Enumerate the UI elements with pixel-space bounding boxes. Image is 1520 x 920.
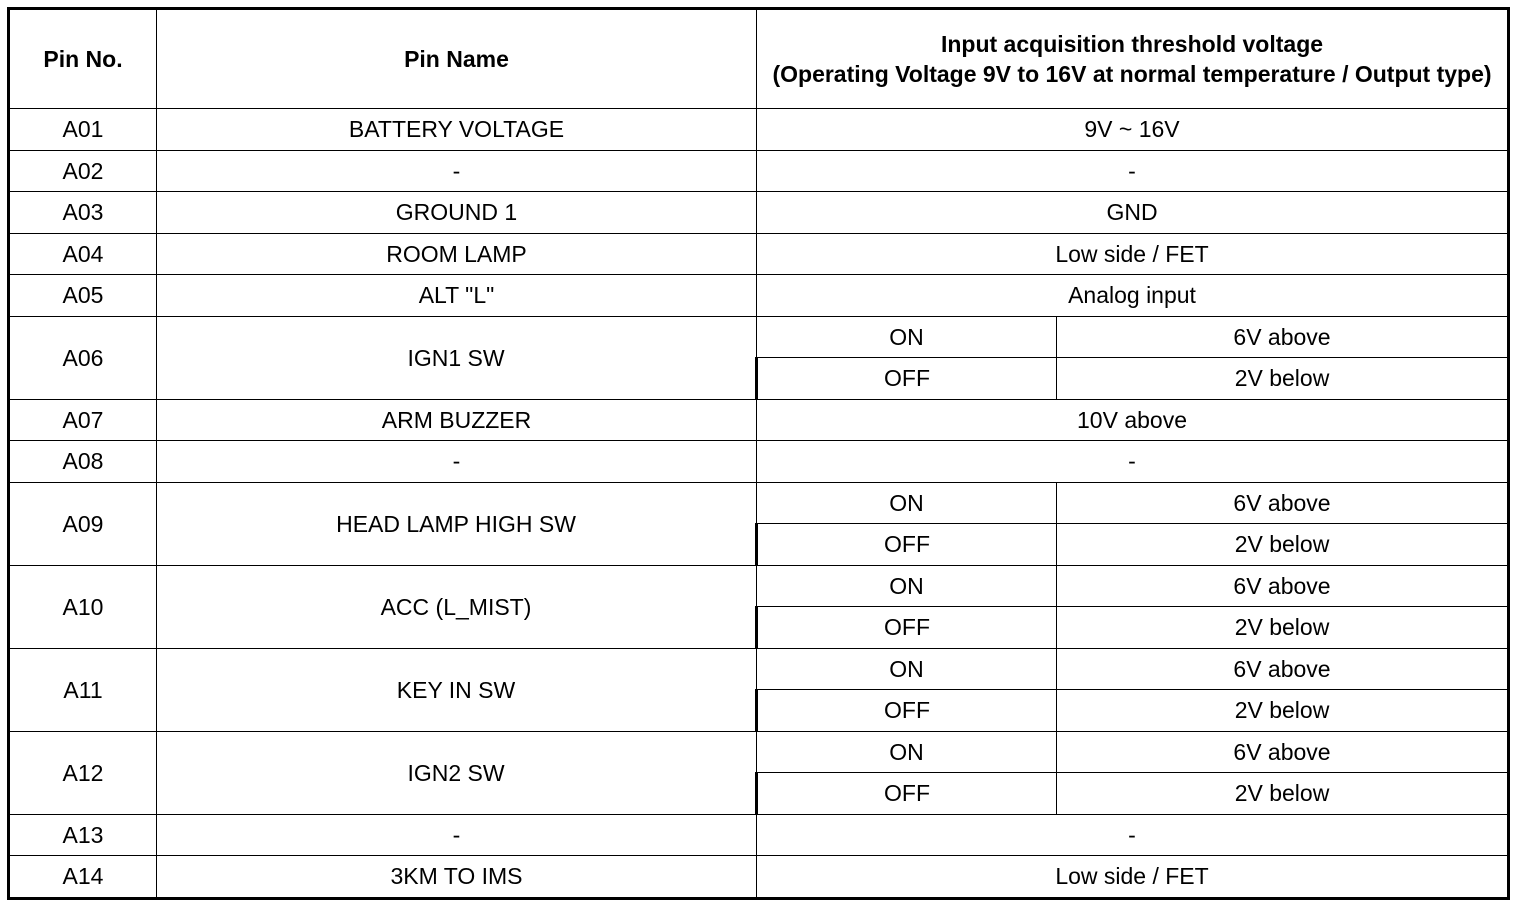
threshold-cell: - bbox=[757, 150, 1509, 192]
table-row bbox=[9, 275, 1509, 317]
state-on-threshold-cell: 6V above bbox=[1057, 648, 1509, 690]
table-row bbox=[9, 856, 1509, 899]
threshold-cell: Low side / FET bbox=[757, 856, 1509, 899]
pin-name-cell: IGN1 SW bbox=[157, 316, 757, 399]
header-pin-name: Pin Name bbox=[157, 9, 757, 109]
pin-number-cell: A14 bbox=[9, 856, 157, 899]
pin-number-cell: A07 bbox=[9, 399, 157, 441]
state-off-threshold-cell: 2V below bbox=[1057, 358, 1509, 400]
table-row bbox=[9, 399, 1509, 441]
table-row bbox=[9, 316, 1509, 358]
state-on-cell: ON bbox=[757, 648, 1057, 690]
pin-table-container bbox=[7, 7, 1510, 900]
state-off-cell: OFF bbox=[757, 690, 1057, 732]
header-threshold bbox=[757, 9, 1509, 109]
pin-number-cell: A08 bbox=[9, 441, 157, 483]
pin-number-cell: A10 bbox=[9, 565, 157, 648]
pin-name-cell: - bbox=[157, 150, 757, 192]
table-row bbox=[9, 482, 1509, 524]
pin-number-cell: A04 bbox=[9, 233, 157, 275]
pin-number-cell: A03 bbox=[9, 192, 157, 234]
pin-name-cell: GROUND 1 bbox=[157, 192, 757, 234]
threshold-cell: - bbox=[757, 441, 1509, 483]
pin-name-cell: - bbox=[157, 441, 757, 483]
pin-name-cell: IGN2 SW bbox=[157, 731, 757, 814]
pin-name-cell: BATTERY VOLTAGE bbox=[157, 109, 757, 151]
pin-name-cell: ALT "L" bbox=[157, 275, 757, 317]
header-threshold-subtitle: (Operating Voltage 9V to 16V at normal temperature / Output type) bbox=[772, 61, 1492, 87]
table-row bbox=[9, 233, 1509, 275]
state-off-threshold-cell: 2V below bbox=[1057, 773, 1509, 815]
threshold-cell: - bbox=[757, 814, 1509, 856]
threshold-cell: GND bbox=[757, 192, 1509, 234]
table-row bbox=[9, 565, 1509, 607]
state-on-cell: ON bbox=[757, 482, 1057, 524]
state-off-cell: OFF bbox=[757, 773, 1057, 815]
state-on-cell: ON bbox=[757, 565, 1057, 607]
header-threshold-title: Input acquisition threshold voltage bbox=[940, 31, 1324, 57]
pin-number-cell: A13 bbox=[9, 814, 157, 856]
table-row bbox=[9, 192, 1509, 234]
pin-table bbox=[7, 7, 1510, 900]
state-on-cell: ON bbox=[757, 731, 1057, 773]
pin-number-cell: A12 bbox=[9, 731, 157, 814]
pin-name-cell: - bbox=[157, 814, 757, 856]
pin-name-cell: ACC (L_MIST) bbox=[157, 565, 757, 648]
pin-name-cell: 3KM TO IMS bbox=[157, 856, 757, 899]
pin-number-cell: A05 bbox=[9, 275, 157, 317]
threshold-cell: Analog input bbox=[757, 275, 1509, 317]
pin-number-cell: A02 bbox=[9, 150, 157, 192]
table-row bbox=[9, 150, 1509, 192]
threshold-cell: Low side / FET bbox=[757, 233, 1509, 275]
state-on-cell: ON bbox=[757, 316, 1057, 358]
pin-number-cell: A09 bbox=[9, 482, 157, 565]
table-row bbox=[9, 441, 1509, 483]
pin-number-cell: A11 bbox=[9, 648, 157, 731]
state-on-threshold-cell: 6V above bbox=[1057, 565, 1509, 607]
table-row bbox=[9, 814, 1509, 856]
header-row bbox=[9, 9, 1509, 109]
state-on-threshold-cell: 6V above bbox=[1057, 482, 1509, 524]
pin-number-cell: A06 bbox=[9, 316, 157, 399]
table-row bbox=[9, 648, 1509, 690]
pin-name-cell: ARM BUZZER bbox=[157, 399, 757, 441]
pin-name-cell: HEAD LAMP HIGH SW bbox=[157, 482, 757, 565]
state-off-threshold-cell: 2V below bbox=[1057, 607, 1509, 649]
state-off-cell: OFF bbox=[757, 358, 1057, 400]
state-off-threshold-cell: 2V below bbox=[1057, 524, 1509, 566]
state-on-threshold-cell: 6V above bbox=[1057, 316, 1509, 358]
header-pin-no: Pin No. bbox=[9, 9, 157, 109]
state-off-cell: OFF bbox=[757, 524, 1057, 566]
table-row bbox=[9, 109, 1509, 151]
pin-name-cell: ROOM LAMP bbox=[157, 233, 757, 275]
table-row bbox=[9, 731, 1509, 773]
state-off-threshold-cell: 2V below bbox=[1057, 690, 1509, 732]
threshold-cell: 10V above bbox=[757, 399, 1509, 441]
pin-number-cell: A01 bbox=[9, 109, 157, 151]
pin-name-cell: KEY IN SW bbox=[157, 648, 757, 731]
state-off-cell: OFF bbox=[757, 607, 1057, 649]
threshold-cell: 9V ~ 16V bbox=[757, 109, 1509, 151]
state-on-threshold-cell: 6V above bbox=[1057, 731, 1509, 773]
